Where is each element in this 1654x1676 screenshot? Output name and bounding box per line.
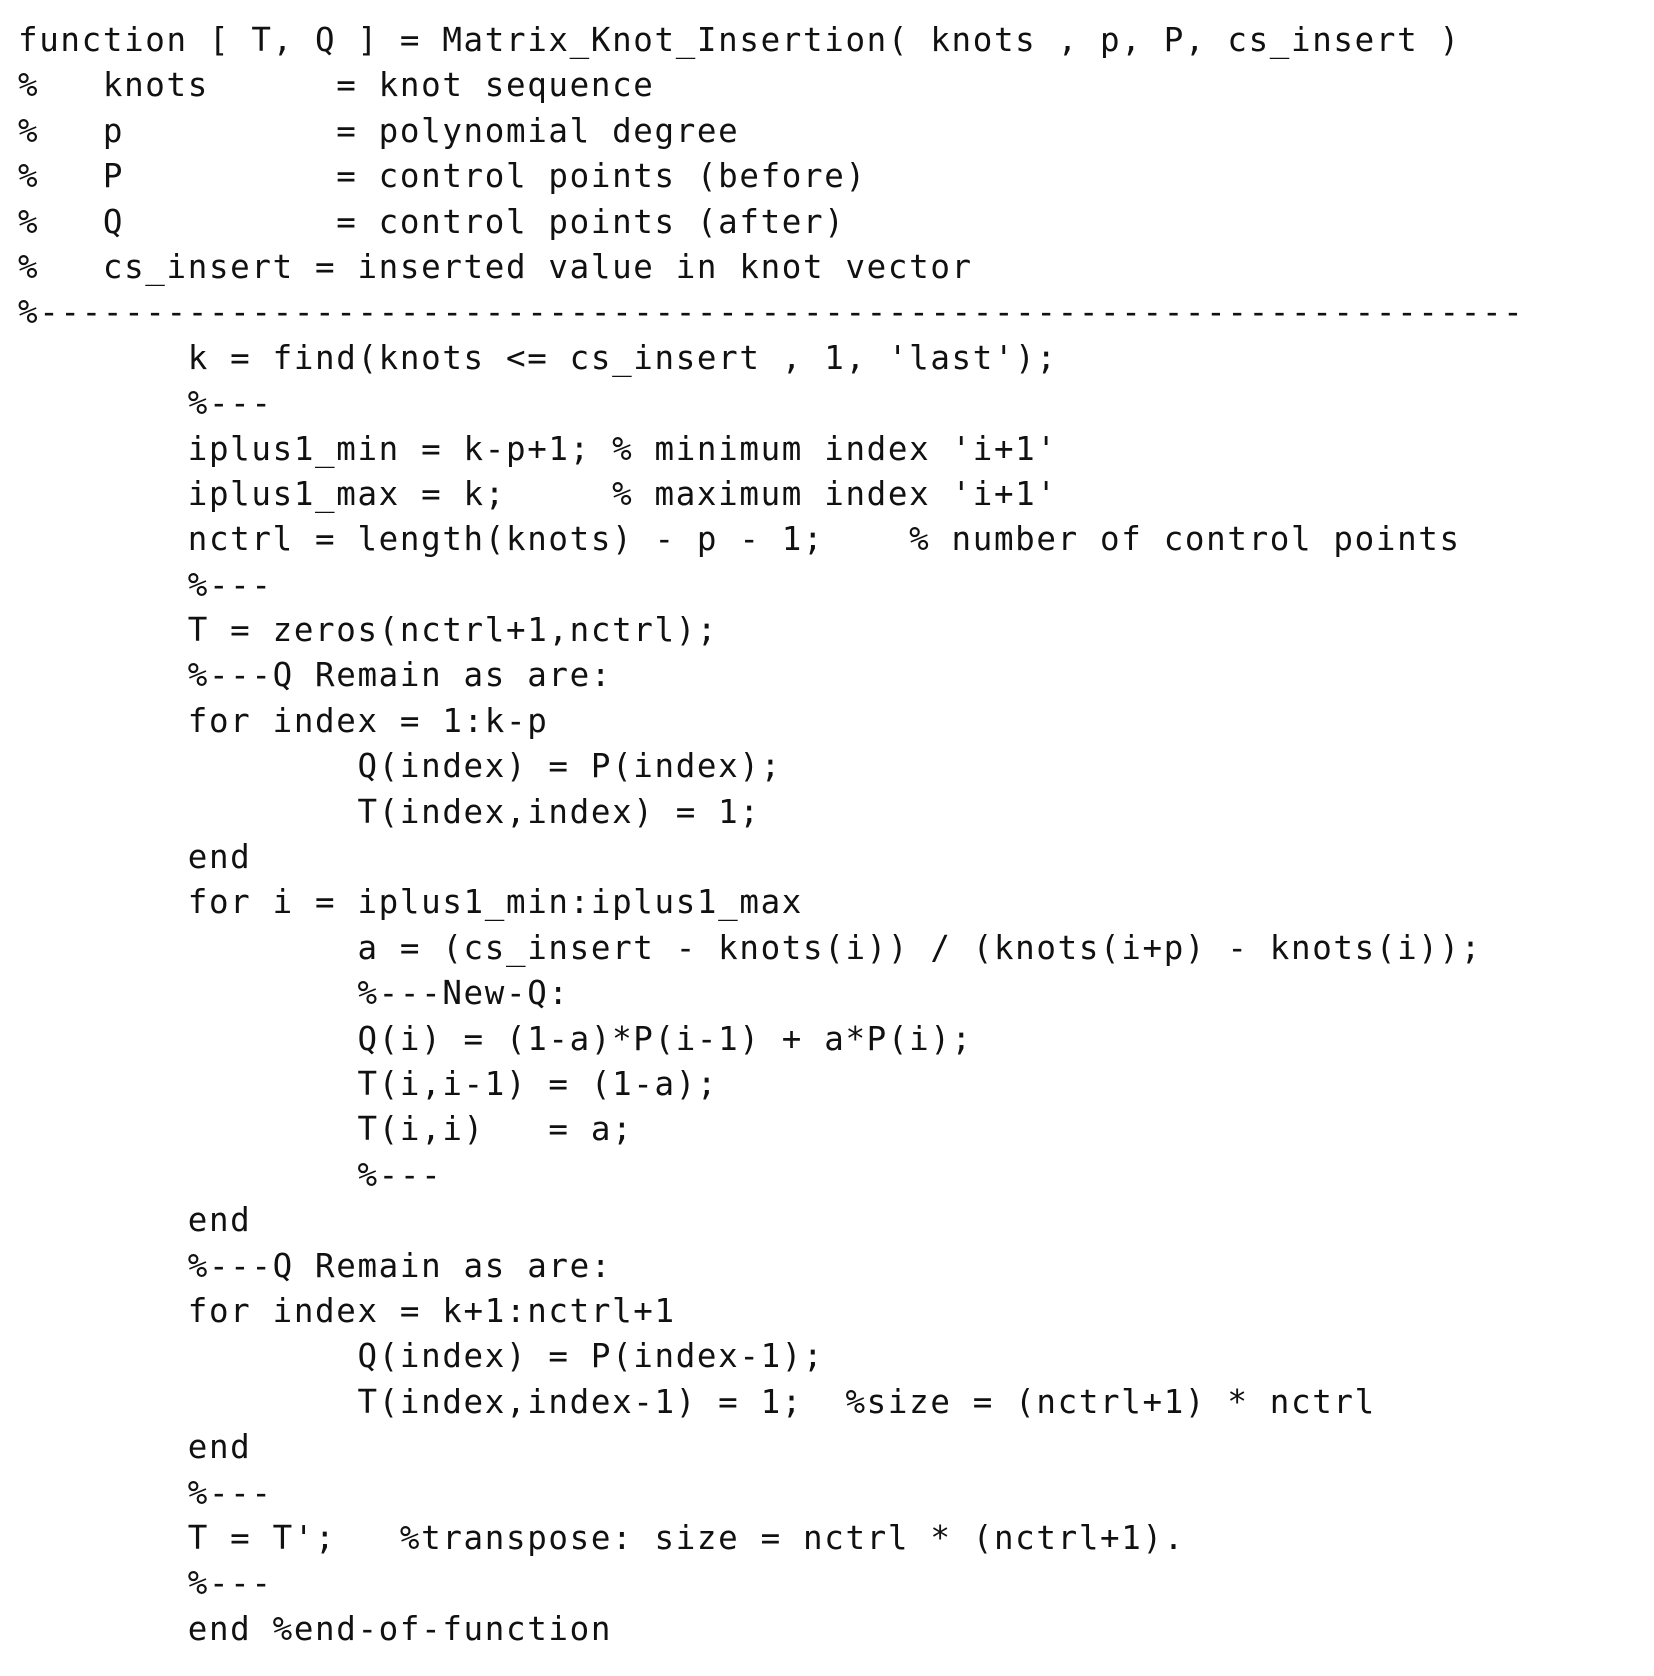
code-line-q-index-shift-assign: Q(index) = P(index-1);	[18, 1337, 825, 1376]
code-line-comment-divider: %---	[18, 1564, 273, 1603]
code-line-comment-cs-insert: % cs_insert = inserted value in knot vector	[18, 247, 973, 286]
code-line-t-i-i-assign: T(i,i) = a;	[18, 1110, 634, 1149]
code-line-comment-q-remain: %---Q Remain as are:	[18, 1246, 613, 1285]
code-line-comment-new-q: %---New-Q:	[18, 974, 570, 1013]
code-line-comment-divider: %---	[18, 384, 273, 423]
code-line-t-i-im1-assign: T(i,i-1) = (1-a);	[18, 1064, 719, 1103]
code-line-t-index-shift-assign: T(index,index-1) = 1; %size = (nctrl+1) * nctrl	[18, 1382, 1376, 1421]
code-line-comment-knots: % knots = knot sequence	[18, 66, 655, 105]
code-line-t-zeros: T = zeros(nctrl+1,nctrl);	[18, 611, 719, 650]
code-line-end: end	[18, 838, 252, 877]
code-line-a-assign: a = (cs_insert - knots(i)) / (knots(i+p) - knots(i));	[18, 928, 1482, 967]
code-line-comment-divider: %---	[18, 1155, 443, 1194]
code-line-comment-divider: %---	[18, 565, 273, 604]
code-line-iplus1-min: iplus1_min = k-p+1; % minimum index 'i+1'	[18, 429, 1058, 468]
code-line-q-index-assign: Q(index) = P(index);	[18, 747, 782, 786]
code-listing	[18, 18, 1643, 1652]
code-line-find-k: k = find(knots <= cs_insert , 1, 'last');	[18, 338, 1058, 377]
code-line-comment-Q: % Q = control points (after)	[18, 202, 846, 241]
code-line-transpose: T = T'; %transpose: size = nctrl * (nctrl+1).	[18, 1518, 1185, 1557]
code-line-for-index-second: for index = k+1:nctrl+1	[18, 1291, 676, 1330]
code-line-t-index-assign: T(index,index) = 1;	[18, 792, 761, 831]
code-line-separator: %----------------------------------------------------------------------	[18, 293, 1525, 332]
code-line-end: end	[18, 1428, 252, 1467]
code-line-for-i: for i = iplus1_min:iplus1_max	[18, 883, 804, 922]
code-line-end-of-function: end %end-of-function	[18, 1609, 613, 1648]
code-line-comment-divider: %---	[18, 1473, 273, 1512]
code-line-q-i-assign: Q(i) = (1-a)*P(i-1) + a*P(i);	[18, 1019, 973, 1058]
code-line-end: end	[18, 1201, 252, 1240]
code-line-comment-P: % P = control points (before)	[18, 157, 867, 196]
code-line-comment-p: % p = polynomial degree	[18, 111, 740, 150]
code-line-iplus1-max: iplus1_max = k; % maximum index 'i+1'	[18, 474, 1058, 513]
code-line-nctrl: nctrl = length(knots) - p - 1; % number of control points	[18, 520, 1461, 559]
code-line-for-index-first: for index = 1:k-p	[18, 701, 549, 740]
code-line-comment-q-remain: %---Q Remain as are:	[18, 656, 613, 695]
code-line-function-signature: function [ T, Q ] = Matrix_Knot_Insertion( knots , p, P, cs_insert )	[18, 21, 1461, 59]
